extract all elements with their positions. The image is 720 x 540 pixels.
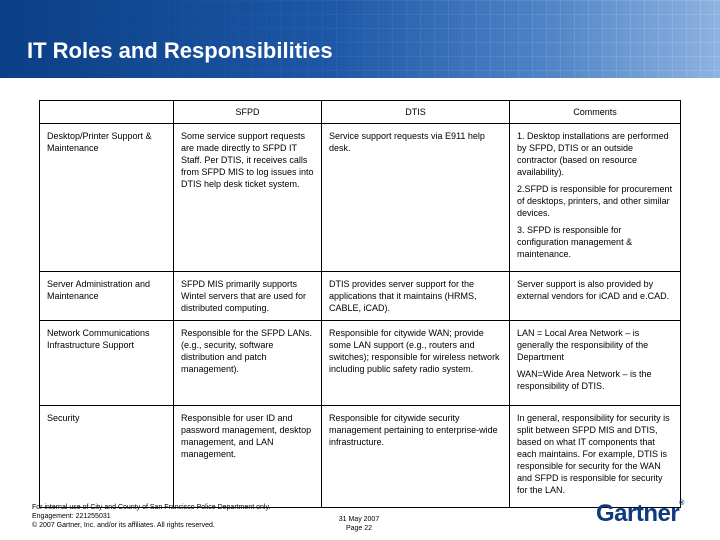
sfpd-cell: Responsible for the SFPD LANs. (e.g., security, software distribution and patch management). [174, 321, 322, 406]
role-cell: Desktop/Printer Support & Maintenance [40, 124, 174, 272]
comment-paragraph: 2.SFPD is responsible for procurement of desktops, printers, and other similar devices. [517, 184, 673, 218]
comment-paragraph: 3. SFPD is responsible for configuration management & maintenance. [517, 225, 633, 259]
comment-paragraph: Server support is also provided by external vendors for iCAD and e.CAD. [517, 279, 670, 301]
column-header-dtis: DTIS [322, 101, 510, 124]
table-row [40, 406, 681, 508]
column-header-comments: Comments [510, 101, 681, 124]
dtis-cell: DTIS provides server support for the applications that it maintains (HRMS, CABLE, iCAD). [322, 272, 510, 321]
footer-engagement: Engagement: 221255031 [32, 513, 111, 520]
footer-date-page [335, 515, 383, 533]
sfpd-cell: SFPD MIS primarily supports Wintel servers that are used for distributed computing. [174, 272, 322, 321]
role-cell: Security [40, 406, 174, 508]
gartner-logo [596, 500, 684, 528]
table-row [40, 124, 681, 272]
footer-page-number: Page 22 [345, 525, 373, 532]
sfpd-cell: Responsible for user ID and password management, desktop management, and LAN management. [174, 406, 322, 508]
footer-legal [32, 503, 270, 530]
dtis-cell: Service support requests via E911 help desk. [322, 124, 510, 272]
dtis-cell: Responsible for citywide WAN; provide some LAN support (e.g., routers and switches); responsible for wireless network including public safety radio system. [322, 321, 510, 406]
registered-mark: ® [679, 500, 684, 507]
table-row [40, 272, 681, 321]
footer-internal-use: For internal use of City and County of San Francisco Police Department only. [32, 504, 271, 511]
footer-copyright: © 2007 Gartner, Inc. and/or its affiliates. All rights reserved. [32, 522, 215, 529]
table-row [40, 321, 681, 406]
table-header-row [40, 101, 681, 124]
footer-date: 31 May 2007 [338, 516, 380, 523]
role-cell: Server Administration and Maintenance [40, 272, 174, 321]
comments-cell [510, 272, 681, 321]
comments-cell [510, 124, 681, 272]
role-cell: Network Communications Infrastructure Support [40, 321, 174, 406]
page-title: IT Roles and Responsibilities [27, 38, 333, 63]
column-header-sfpd: SFPD [174, 101, 322, 124]
comment-paragraph: 1. Desktop installations are performed by SFPD, DTIS or an outside contractor (based on resource availability). [517, 131, 669, 177]
comment-paragraph: In general, responsibility for security is split between SFPD MIS and DTIS, based on what IT components that each maintains. For example, DTIS is responsible for security for the WAN and SFPD is responsible for security for the LAN. [517, 413, 670, 495]
roles-table [39, 100, 681, 508]
comments-cell [510, 406, 681, 508]
logo-text: Gartner [596, 500, 680, 527]
comments-cell [510, 321, 681, 406]
header-banner [0, 0, 720, 78]
column-header-role [40, 101, 174, 124]
sfpd-cell: Some service support requests are made directly to SFPD IT Staff. Per DTIS, it receives calls from SFPD MIS to log issues into DTIS help desk ticket system. [174, 124, 322, 272]
dtis-cell: Responsible for citywide security management pertaining to enterprise-wide infrastructure. [322, 406, 510, 508]
comment-paragraph: WAN=Wide Area Network – is the responsibility of DTIS. [517, 369, 652, 391]
comment-paragraph: LAN = Local Area Network – is generally the responsibility of the Department [517, 328, 649, 362]
